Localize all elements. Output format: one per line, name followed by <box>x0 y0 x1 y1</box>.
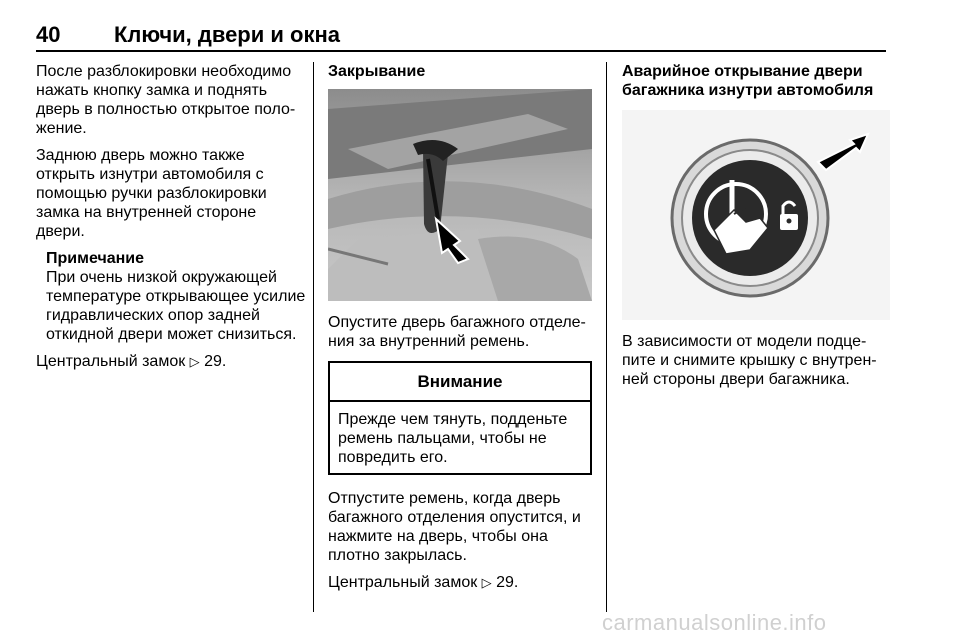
chapter-title: Ключи, двери и окна <box>114 22 340 47</box>
cross-reference[interactable] <box>36 352 306 371</box>
paragraph: Опустите дверь багажного отделе-ния за внутренний ремень. <box>328 314 586 350</box>
cross-reference[interactable] <box>328 573 592 592</box>
header-rule <box>36 50 886 52</box>
emergency-release-cover-illustration <box>622 110 890 320</box>
reference-arrow-icon: ▷ <box>189 354 200 369</box>
note-text: При очень низкой окружающей температуре открывающее усилие гидравлических опор задней откидной двери может снизиться. <box>46 269 306 343</box>
page-number: 40 <box>36 22 61 47</box>
column-divider <box>606 62 607 612</box>
note-title: Примечание <box>46 250 145 267</box>
column-1 <box>36 62 306 379</box>
warning-title: Внимание <box>330 363 590 402</box>
column-3 <box>622 62 890 397</box>
reference-label: Центральный замок <box>328 574 478 591</box>
column-2 <box>328 62 592 600</box>
tailgate-strap-illustration <box>328 89 592 301</box>
paragraph: В зависимости от модели подце-пите и снимите крышку с внутрен-ней стороны двери багажника. <box>622 333 877 388</box>
watermark: carmanualsonline.info <box>602 610 827 635</box>
page-header <box>36 22 886 52</box>
paragraph: Отпустите ремень, когда дверь багажного отделения опустится, и нажмите на дверь, чтобы она плотно закрылась. <box>328 490 581 564</box>
reference-page: 29. <box>204 353 227 370</box>
paragraph: Заднюю дверь можно также открыть изнутри автомобиля с помощью ручки разблокировки замка на внутренней стороне двери. <box>36 147 267 240</box>
column-divider <box>313 62 314 612</box>
reference-arrow-icon: ▷ <box>481 575 492 590</box>
reference-label: Центральный замок <box>36 353 186 370</box>
section-heading: Аварийное открывание двери багажника изнутри автомобиля <box>622 63 874 99</box>
warning-text: Прежде чем тянуть, подденьте ремень пальцами, чтобы не повредить его. <box>338 411 568 466</box>
section-heading: Закрывание <box>328 63 426 80</box>
note-block <box>46 249 306 344</box>
warning-box <box>328 361 592 475</box>
paragraph: После разблокировки необходимо нажать кнопку замка и поднять дверь в полностью открытое поло-жение. <box>36 63 296 137</box>
reference-page: 29. <box>496 574 519 591</box>
